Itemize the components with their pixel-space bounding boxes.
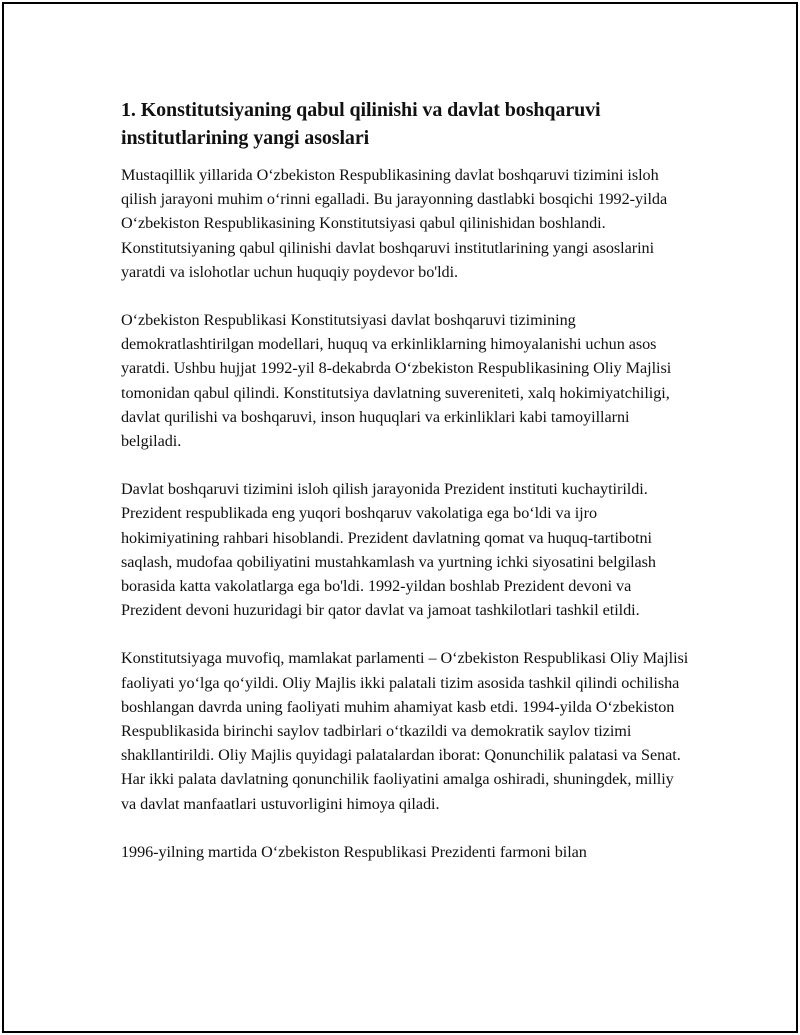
paragraph-1: Mustaqillik yillarida O‘zbekiston Respublikasining davlat boshqaruvi tizimini isloh qilish jarayoni muhim o‘rinni egalladi. Bu jarayonning dastlabki bosqichi 1992-yilda O‘zbekiston Respublikasining Konstitutsiyasi qabul qilinishidan boshlandi. Konstitutsiyaning qabul qilinishi davlat boshqaruvi institutlarining yangi asoslarini yaratdi va islohotlar uchun huquqiy poydevor bo'ldi. [121, 166, 668, 281]
document-body [121, 96, 691, 888]
paragraph-5: 1996-yilning martida O‘zbekiston Respublikasi Prezidenti farmoni bilan [121, 842, 587, 861]
section-title: 1. Konstitutsiyaning qabul qilinishi va davlat boshqaruvi institutlarining yangi asoslari [121, 99, 601, 149]
paragraph-4: Konstitutsiyaga muvofiq, mamlakat parlamenti – O‘zbekiston Respublikasi Oliy Majlisi faoliyati yo‘lga qo‘yildi. Oliy Majlis ikki palatali tizim asosida tashkil qilindi ochilisha boshlangan davrda uning faoliyati muhim ahamiyat kasb etdi. 1994-yilda O‘zbekiston Respublikasida birinchi saylov tadbirlari o‘tkazildi va demokratik saylov tizimi shakllantirildi. Oliy Majlis quyidagi palatalardan iborat: Qonunchilik palatasi va Senat. Har ikki palata davlatning qonunchilik faoliyatini amalga oshiradi, shuningdek, milliy va davlat manfaatlari ustuvorligini himoya qiladi. [121, 649, 689, 813]
document-page [2, 2, 798, 1033]
paragraph-3: Davlat boshqaruvi tizimini isloh qilish jarayonida Prezident instituti kuchaytirildi. Prezident respublikada eng yuqori boshqaruv vakolatiga ega bo‘ldi va ijro hokimiyatining rahbari hisoblandi. Prezident davlatning qomat va huquq-tartibotni saqlash, mudofaa qobiliyatini mustahkamlash va yurtning ichki siyosatini belgilash borasida katta vakolatlarga ega bo'ldi. 1992-yildan boshlab Prezident devoni va Prezident devoni huzuridagi bir qator davlat va jamoat tashkilotlari tashkil etildi. [121, 480, 656, 620]
paragraph-2: O‘zbekiston Respublikasi Konstitutsiyasi davlat boshqaruvi tizimining demokratlashtirilgan modellari, huquq va erkinliklarning himoyalanishi uchun asos yaratdi. Ushbu hujjat 1992-yil 8-dekabrda O‘zbekiston Respublikasining Oliy Majlisi tomonidan qabul qilindi. Konstitutsiya davlatning suvereniteti, xalq hokimiyatchiligi, davlat qurilishi va boshqaruvi, inson huquqlari va erkinliklari kabi tamoyillarni belgiladi. [121, 311, 672, 451]
